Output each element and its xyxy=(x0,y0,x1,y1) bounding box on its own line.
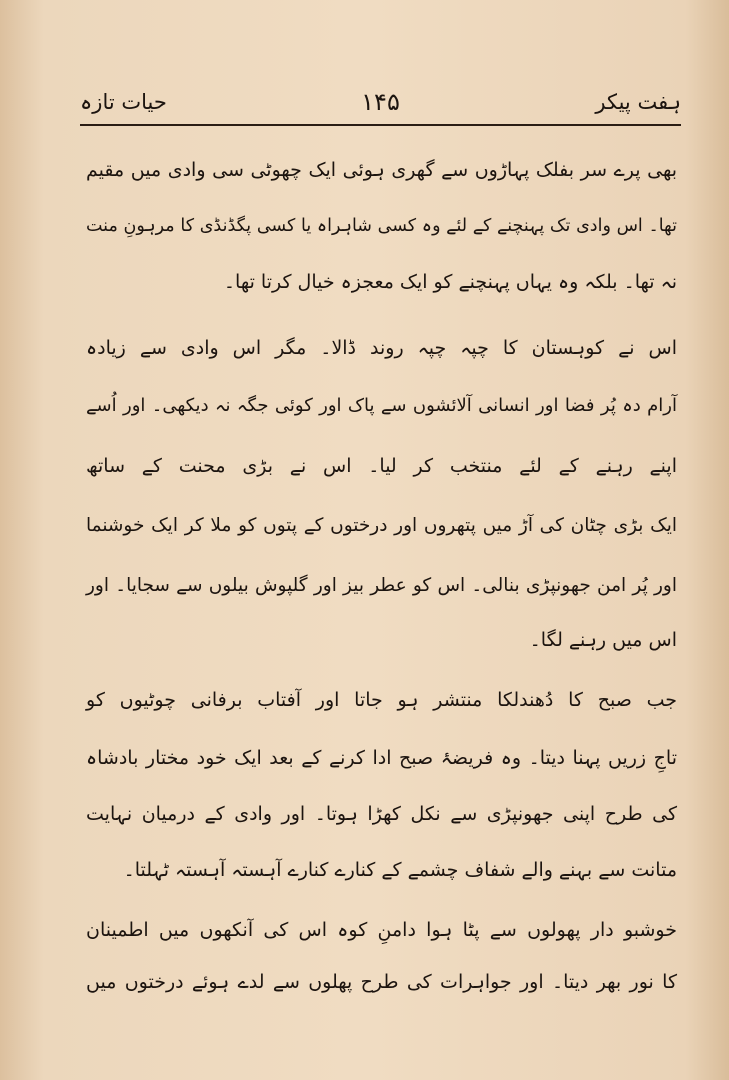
text-line: اس میں رہنے لگا۔ xyxy=(529,629,677,651)
text-line: اور پُر امن جھونپڑی بنالی۔ اس کو عطر بیز اور گلپوش بیلوں سے سجایا۔ اور xyxy=(86,575,677,596)
text-line: نہ تھا۔ بلکہ وہ یہاں پہنچنے کو ایک معجزہ خیال کرتا تھا۔ xyxy=(223,271,677,293)
text-line: خوشبو دار پھولوں سے پٹا ہوا دامنِ کوہ اس کی آنکھوں میں اطمینان xyxy=(86,919,677,941)
text-line: متانت سے بہنے والے شفاف چشمے کے کنارے کنارے آہستہ آہستہ ٹہلتا۔ xyxy=(123,859,677,881)
running-header xyxy=(80,82,681,122)
text-line: تاجِ زریں پہنا دیتا۔ وہ فریضۂ صبح ادا کرنے کے بعد ایک خود مختار بادشاہ xyxy=(86,747,677,769)
text-line: بھی پرے سر بفلک پہاڑوں سے گھری ہوئی ایک چھوٹی سی وادی میں مقیم xyxy=(86,159,677,181)
text-line: اپنے رہنے کے لئے منتخب کر لیا۔ اس نے بڑی محنت کے ساتھ xyxy=(86,455,677,477)
header-story-title: حیات تازہ xyxy=(80,90,167,114)
text-line: آرام دہ پُر فضا اور انسانی آلائشوں سے پاک اور کوئی جگہ نہ دیکھی۔ اور اُسے xyxy=(86,395,677,416)
header-book-title: ہفت پیکر xyxy=(595,90,681,114)
header-rule xyxy=(80,124,681,126)
page-body-text xyxy=(86,150,677,1060)
text-line: ایک بڑی چٹان کی آڑ میں پتھروں اور درختوں کے پتوں کو ملا کر ایک خوشنما xyxy=(86,515,677,536)
page-number: ۱۴۵ xyxy=(361,88,400,116)
text-line: اس نے کوہستان کا چپہ چپہ روند ڈالا۔ مگر اس وادی سے زیادہ xyxy=(86,337,677,359)
text-line: تھا۔ اس وادی تک پہنچنے کے لئے وہ کسی شاہراہ یا کسی پگڈنڈی کا مرہونِ منت xyxy=(86,216,677,236)
text-line: جب صبح کا دُھندلکا منتشر ہو جاتا اور آفتاب برفانی چوٹیوں کو xyxy=(86,689,677,711)
text-line: کی طرح اپنی جھونپڑی سے نکل کھڑا ہوتا۔ اور وادی کے درمیان نہایت xyxy=(86,803,677,825)
text-line: کا نور بھر دیتا۔ اور جواہرات کی طرح پھلوں سے لدے ہوئے درختوں میں xyxy=(86,971,677,993)
